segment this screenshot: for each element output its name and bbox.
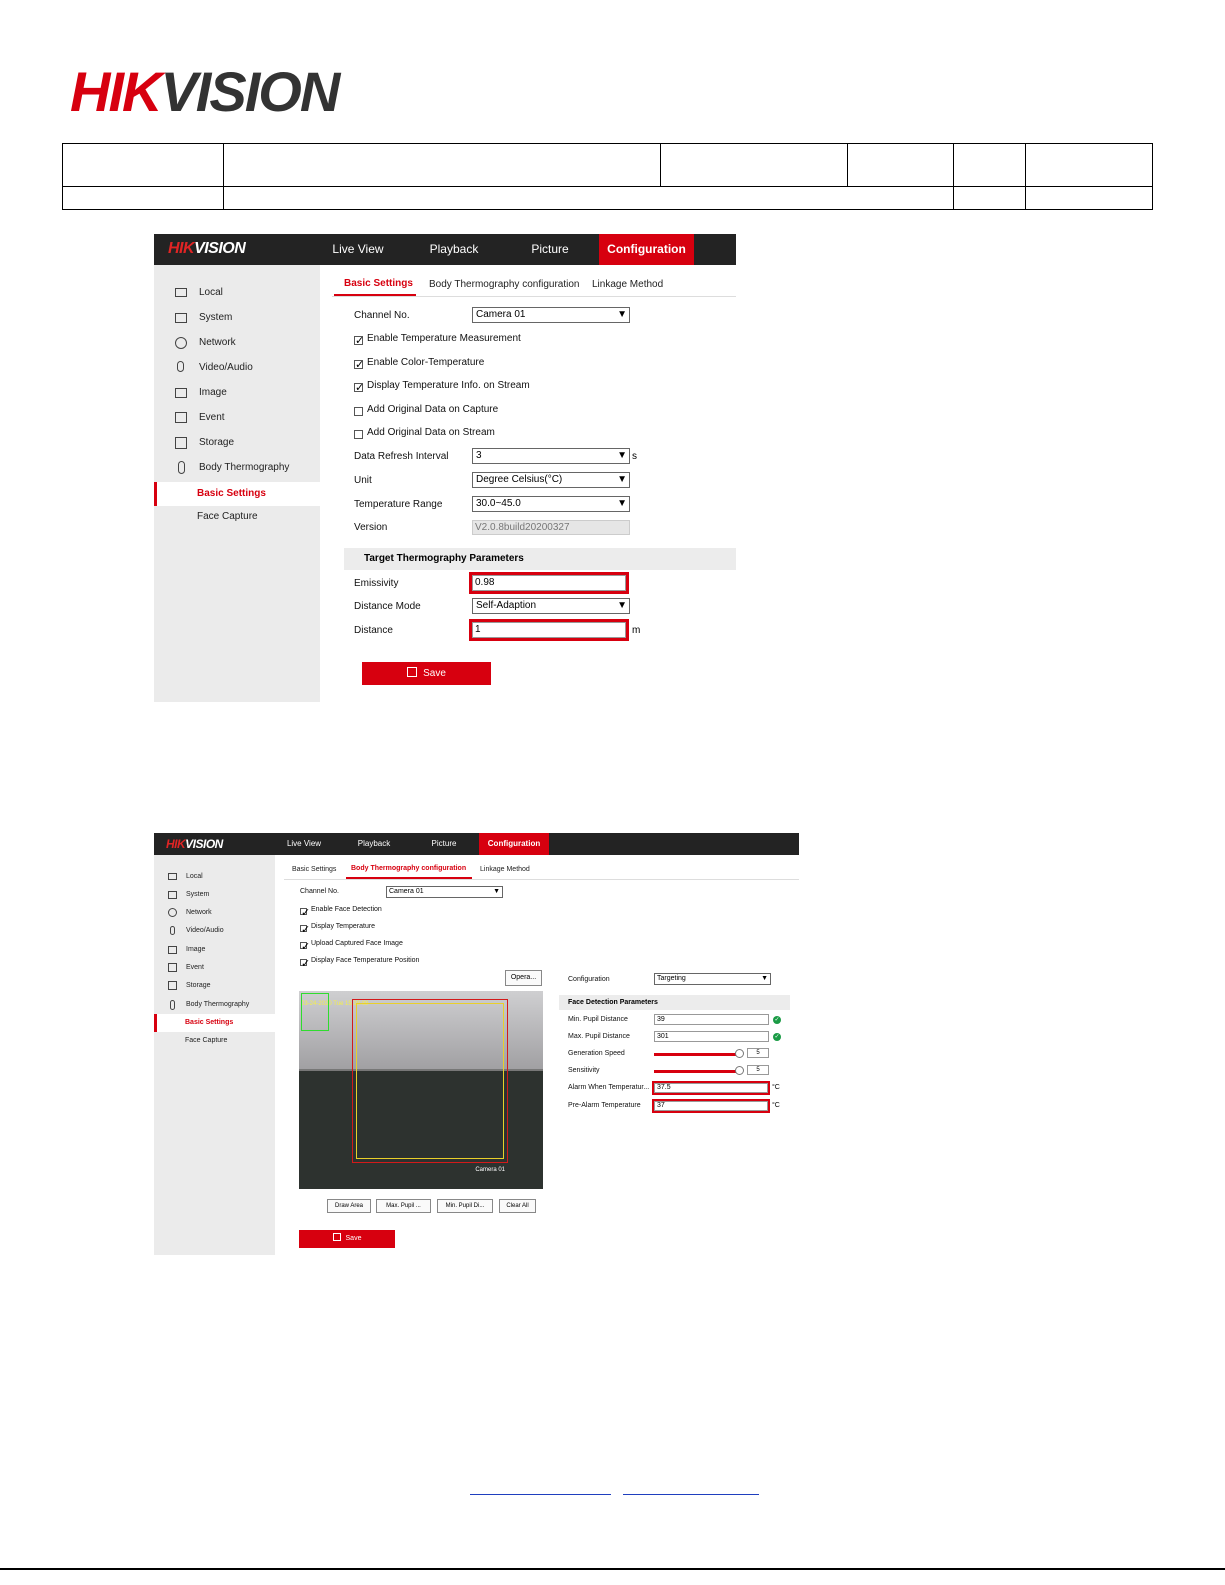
nav-live-view[interactable]: Live View: [332, 242, 384, 256]
nav-configuration[interactable]: Configuration: [479, 833, 549, 855]
sidebar-item-video-audio[interactable]: Video/Audio: [154, 358, 320, 378]
display-temperature-label: Display Temperature: [311, 923, 376, 930]
video-osd-text: 03-24-2020 Tue 15:39:09: [301, 1001, 369, 1007]
video-camera-label: Camera 01: [475, 1167, 505, 1173]
top-nav-bar: [154, 833, 799, 855]
distance-mode-label: Distance Mode: [354, 601, 421, 612]
save-button[interactable]: Save: [299, 1230, 395, 1248]
image-icon: [168, 946, 177, 954]
alarm-temperature-unit: °C: [772, 1084, 780, 1091]
tab-divider: [332, 296, 736, 297]
generation-speed-slider-handle[interactable]: [735, 1049, 744, 1058]
distance-unit: m: [632, 625, 641, 636]
data-refresh-interval-label: Data Refresh Interval: [354, 451, 449, 462]
thermometer-icon: [178, 461, 185, 474]
sidebar-item-system[interactable]: System: [154, 887, 275, 903]
sidebar-item-image[interactable]: Image: [154, 383, 320, 403]
tab-basic-settings[interactable]: Basic Settings: [344, 278, 413, 289]
tab-divider: [284, 879, 799, 880]
unit-select[interactable]: Degree Celsius(°C) ▼: [472, 472, 630, 488]
check-circle-icon: ✓: [774, 1034, 780, 1040]
screenshot-body-thermography-configuration: [154, 833, 799, 1255]
sensitivity-slider[interactable]: [654, 1070, 739, 1073]
system-icon: [168, 891, 177, 899]
monitor-icon: [175, 288, 187, 297]
refresh-unit: s: [632, 451, 637, 462]
sidebar-item-face-capture[interactable]: Face Capture: [197, 511, 258, 522]
tab-active-underline: [334, 294, 416, 296]
configuration-label: Configuration: [568, 976, 610, 983]
detection-area-inner: [356, 1003, 504, 1159]
tab-linkage-method[interactable]: Linkage Method: [592, 279, 664, 290]
generation-speed-slider[interactable]: [654, 1053, 739, 1056]
face-detection-parameters-header: Face Detection Parameters: [559, 995, 790, 1010]
enable-color-temperature-label: Enable Color-Temperature: [367, 357, 485, 368]
calendar-icon: [175, 412, 187, 423]
chevron-down-icon: ▼: [617, 498, 627, 509]
nav-picture[interactable]: Picture: [431, 839, 457, 848]
face-detection-box: [301, 993, 329, 1031]
sidebar-item-event[interactable]: Event: [154, 960, 275, 976]
app-logo: HIKVISION: [168, 240, 246, 257]
channel-select[interactable]: Camera 01 ▼: [386, 886, 503, 898]
enable-temperature-measurement-label: Enable Temperature Measurement: [367, 333, 521, 344]
tab-body-thermography-configuration[interactable]: Body Thermography configuration: [351, 865, 467, 872]
sidebar: [154, 855, 275, 1255]
alarm-temperature-input[interactable]: 37.5: [654, 1083, 768, 1093]
pre-alarm-temperature-unit: °C: [772, 1102, 780, 1109]
add-original-data-capture-label: Add Original Data on Capture: [367, 404, 499, 415]
emissivity-label: Emissivity: [354, 578, 399, 589]
chevron-down-icon: ▼: [761, 975, 768, 982]
display-temperature-info-checkbox[interactable]: [354, 383, 363, 392]
chevron-down-icon: ▼: [617, 600, 627, 611]
pre-alarm-temperature-input[interactable]: 37: [654, 1101, 768, 1111]
distance-input[interactable]: 1: [472, 622, 626, 638]
display-face-temperature-position-label: Display Face Temperature Position: [311, 957, 420, 964]
alarm-temperature-label: Alarm When Temperatur...: [568, 1084, 650, 1091]
max-pupil-distance-input[interactable]: 301: [654, 1031, 769, 1042]
sidebar-item-body-thermography[interactable]: Body Thermography: [154, 458, 320, 478]
data-refresh-interval-select[interactable]: 3 ▼: [472, 448, 630, 464]
nav-picture[interactable]: Picture: [531, 242, 569, 256]
check-circle-icon: ✓: [774, 1017, 780, 1023]
nav-live-view[interactable]: Live View: [286, 839, 322, 848]
hikvision-logo: HIKVISION: [70, 60, 339, 123]
version-field: V2.0.8build20200327: [472, 520, 630, 535]
enable-face-detection-label: Enable Face Detection: [311, 906, 382, 913]
tab-active-underline: [346, 877, 472, 879]
opera-button[interactable]: Opera...: [505, 970, 542, 986]
enable-temperature-measurement-checkbox[interactable]: [354, 336, 363, 345]
upload-captured-face-image-checkbox[interactable]: [300, 942, 307, 949]
footer-rule: [0, 1568, 1225, 1570]
version-label: Version: [354, 522, 388, 533]
generation-speed-value[interactable]: 5: [747, 1048, 769, 1058]
sidebar-item-basic-settings[interactable]: Basic Settings: [154, 482, 320, 506]
max-pupil-distance-label: Max. Pupil Distance: [568, 1033, 630, 1040]
chevron-down-icon: ▼: [617, 309, 627, 320]
floppy-icon: [168, 981, 177, 990]
sidebar-item-storage[interactable]: Storage: [154, 433, 320, 453]
tab-linkage-method[interactable]: Linkage Method: [480, 866, 530, 873]
save-button[interactable]: Save: [362, 662, 491, 685]
video-preview[interactable]: [299, 991, 543, 1189]
sensitivity-label: Sensitivity: [568, 1067, 600, 1074]
channel-select[interactable]: Camera 01 ▼: [472, 307, 630, 323]
document-header-table: [62, 143, 1153, 210]
sidebar: [154, 265, 320, 702]
image-icon: [175, 388, 187, 398]
draw-area-button[interactable]: Draw Area: [327, 1199, 371, 1213]
sensitivity-slider-handle[interactable]: [735, 1066, 744, 1075]
tab-basic-settings[interactable]: Basic Settings: [292, 866, 337, 873]
sidebar-item-system[interactable]: System: [154, 308, 320, 328]
sidebar-item-video-audio[interactable]: Video/Audio: [154, 923, 275, 939]
configuration-select[interactable]: Targeting ▼: [654, 973, 771, 985]
nav-playback[interactable]: Playback: [429, 242, 479, 256]
distance-mode-select[interactable]: Self-Adaption ▼: [472, 598, 630, 614]
temperature-range-select[interactable]: 30.0~45.0 ▼: [472, 496, 630, 512]
clear-all-button[interactable]: Clear All: [499, 1199, 536, 1213]
emissivity-input[interactable]: 0.98: [472, 575, 626, 591]
monitor-icon: [168, 873, 177, 880]
globe-icon: [175, 337, 187, 349]
distance-label: Distance: [354, 625, 393, 636]
microphone-icon: [170, 926, 175, 935]
sidebar-item-network[interactable]: Network: [154, 333, 320, 353]
globe-icon: [168, 908, 177, 917]
floppy-icon: [407, 667, 417, 677]
generation-speed-label: Generation Speed: [568, 1050, 625, 1057]
screenshot-basic-settings: [154, 234, 736, 702]
chevron-down-icon: ▼: [493, 888, 500, 895]
add-original-data-capture-checkbox[interactable]: [354, 407, 363, 416]
enable-face-detection-checkbox[interactable]: [300, 908, 307, 915]
min-pupil-button[interactable]: Min. Pupil Di...: [437, 1199, 493, 1213]
floppy-icon: [333, 1233, 341, 1241]
display-temperature-info-label: Display Temperature Info. on Stream: [367, 380, 530, 391]
display-temperature-checkbox[interactable]: [300, 925, 307, 932]
sidebar-item-local[interactable]: Local: [154, 869, 275, 885]
chevron-down-icon: ▼: [617, 450, 627, 461]
calendar-icon: [168, 963, 177, 972]
nav-configuration[interactable]: Configuration: [599, 234, 694, 265]
target-thermography-parameters-header: Target Thermography Parameters: [344, 548, 736, 570]
unit-label: Unit: [354, 475, 372, 486]
min-pupil-distance-input[interactable]: 39: [654, 1014, 769, 1025]
add-original-data-stream-label: Add Original Data on Stream: [367, 427, 495, 438]
sidebar-item-network[interactable]: Network: [154, 905, 275, 921]
floppy-icon: [175, 437, 187, 449]
temperature-range-label: Temperature Range: [354, 499, 443, 510]
sidebar-item-local[interactable]: Local: [154, 283, 320, 303]
enable-color-temperature-checkbox[interactable]: [354, 360, 363, 369]
display-face-temperature-position-checkbox[interactable]: [300, 959, 307, 966]
sidebar-item-basic-settings[interactable]: Basic Settings: [154, 1014, 275, 1032]
min-pupil-distance-label: Min. Pupil Distance: [568, 1016, 628, 1023]
nav-playback[interactable]: Playback: [357, 839, 391, 848]
system-icon: [175, 313, 187, 323]
sidebar-item-storage[interactable]: Storage: [154, 978, 275, 994]
footer-link[interactable]: [470, 1478, 611, 1495]
upload-captured-face-image-label: Upload Captured Face Image: [311, 940, 403, 947]
top-nav-bar: [154, 234, 736, 265]
thermometer-icon: [170, 1000, 175, 1010]
footer-link[interactable]: [623, 1478, 759, 1495]
max-pupil-button[interactable]: Max. Pupil ...: [376, 1199, 431, 1213]
pre-alarm-temperature-label: Pre-Alarm Temperature: [568, 1102, 641, 1109]
sidebar-item-body-thermography[interactable]: Body Thermography: [154, 997, 275, 1013]
app-logo: HIKVISION: [166, 837, 223, 851]
sensitivity-value[interactable]: 5: [747, 1065, 769, 1075]
sidebar-item-image[interactable]: Image: [154, 942, 275, 958]
add-original-data-stream-checkbox[interactable]: [354, 430, 363, 439]
microphone-icon: [177, 361, 184, 372]
tab-body-thermography-configuration[interactable]: Body Thermography configuration: [429, 279, 580, 290]
channel-label: Channel No.: [300, 888, 339, 895]
chevron-down-icon: ▼: [617, 474, 627, 485]
channel-label: Channel No.: [354, 310, 410, 321]
sidebar-item-event[interactable]: Event: [154, 408, 320, 428]
sidebar-item-face-capture[interactable]: Face Capture: [185, 1037, 228, 1044]
